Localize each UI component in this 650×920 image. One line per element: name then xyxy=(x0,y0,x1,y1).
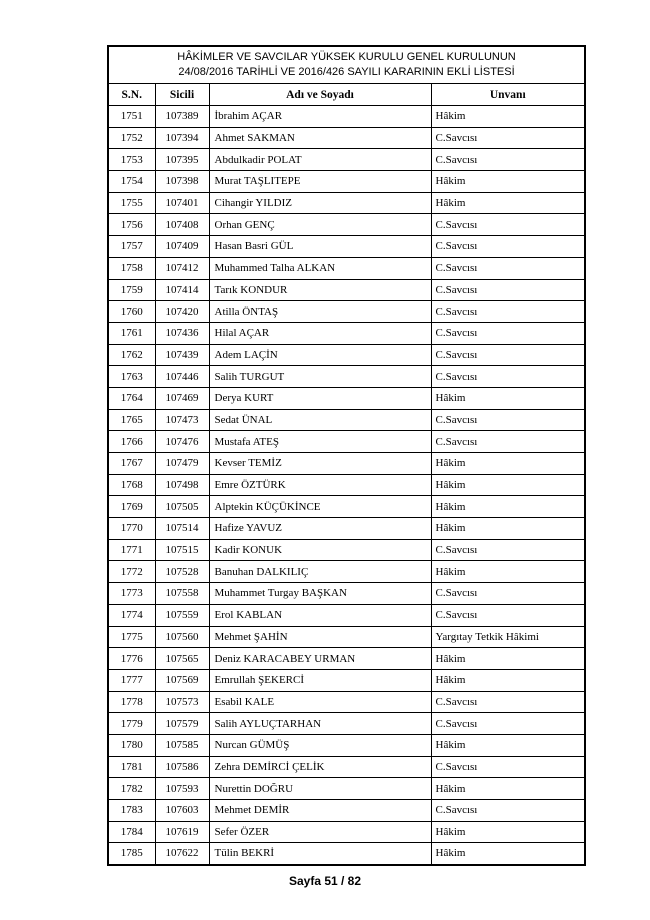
document-title-line2: 24/08/2016 TARİHLİ VE 2016/426 SAYILI KARARININ EKLİ LİSTESİ xyxy=(178,66,515,78)
table-row xyxy=(108,626,585,648)
unvan-cell: Hâkim xyxy=(431,778,585,800)
table-row xyxy=(108,106,585,128)
unvan-cell: Hâkim xyxy=(431,387,585,409)
table-row xyxy=(108,453,585,475)
unvan-cell: C.Savcısı xyxy=(431,756,585,778)
unvan-cell: C.Savcısı xyxy=(431,214,585,236)
name-cell: Salih TURGUT xyxy=(209,366,431,388)
name-cell: Nurcan GÜMÜŞ xyxy=(209,734,431,756)
unvan-cell: C.Savcısı xyxy=(431,539,585,561)
unvan-cell: C.Savcısı xyxy=(431,409,585,431)
unvan-cell: C.Savcısı xyxy=(431,431,585,453)
name-cell: Hilal AÇAR xyxy=(209,322,431,344)
name-cell: Alptekin KÜÇÜKİNCE xyxy=(209,496,431,518)
table-row xyxy=(108,149,585,171)
sn-cell: 1751 xyxy=(108,106,155,128)
sn-cell: 1772 xyxy=(108,561,155,583)
table-body xyxy=(108,106,585,865)
sn-cell: 1777 xyxy=(108,669,155,691)
sicili-cell: 107389 xyxy=(155,106,209,128)
sicili-cell: 107622 xyxy=(155,843,209,865)
sicili-cell: 107414 xyxy=(155,279,209,301)
column-header-sn: S.N. xyxy=(108,84,155,106)
name-cell: Adem LAÇİN xyxy=(209,344,431,366)
sicili-cell: 107579 xyxy=(155,713,209,735)
unvan-cell: C.Savcısı xyxy=(431,149,585,171)
name-cell: Mehmet ŞAHİN xyxy=(209,626,431,648)
column-header-sicili: Sicili xyxy=(155,84,209,106)
name-cell: Mehmet DEMİR xyxy=(209,800,431,822)
table-row xyxy=(108,387,585,409)
table-row xyxy=(108,409,585,431)
unvan-cell: Hâkim xyxy=(431,821,585,843)
name-cell: Deniz KARACABEY URMAN xyxy=(209,648,431,670)
sn-cell: 1754 xyxy=(108,171,155,193)
unvan-cell: C.Savcısı xyxy=(431,800,585,822)
unvan-cell: Yargıtay Tetkik Hâkimi xyxy=(431,626,585,648)
unvan-cell: C.Savcısı xyxy=(431,322,585,344)
name-cell: Abdulkadir POLAT xyxy=(209,149,431,171)
name-cell: Salih AYLUÇTARHAN xyxy=(209,713,431,735)
sicili-cell: 107560 xyxy=(155,626,209,648)
name-cell: Sefer ÖZER xyxy=(209,821,431,843)
table-row xyxy=(108,496,585,518)
sicili-cell: 107398 xyxy=(155,171,209,193)
table-row xyxy=(108,431,585,453)
sn-cell: 1758 xyxy=(108,257,155,279)
unvan-cell: C.Savcısı xyxy=(431,366,585,388)
sn-cell: 1764 xyxy=(108,387,155,409)
name-cell: Kevser TEMİZ xyxy=(209,453,431,475)
sn-cell: 1756 xyxy=(108,214,155,236)
name-cell: Erol KABLAN xyxy=(209,604,431,626)
sicili-cell: 107473 xyxy=(155,409,209,431)
table-row xyxy=(108,669,585,691)
table-header-row xyxy=(108,84,585,106)
sn-cell: 1768 xyxy=(108,474,155,496)
sicili-cell: 107528 xyxy=(155,561,209,583)
unvan-cell: C.Savcısı xyxy=(431,257,585,279)
sicili-cell: 107593 xyxy=(155,778,209,800)
table-row xyxy=(108,127,585,149)
unvan-cell: C.Savcısı xyxy=(431,279,585,301)
sn-cell: 1783 xyxy=(108,800,155,822)
name-cell: Emre ÖZTÜRK xyxy=(209,474,431,496)
name-cell: Emrullah ŞEKERCİ xyxy=(209,669,431,691)
name-cell: Muhammet Turgay BAŞKAN xyxy=(209,583,431,605)
sicili-cell: 107619 xyxy=(155,821,209,843)
sicili-cell: 107469 xyxy=(155,387,209,409)
sicili-cell: 107409 xyxy=(155,236,209,258)
name-cell: Tarık KONDUR xyxy=(209,279,431,301)
column-header-name: Adı ve Soyadı xyxy=(209,84,431,106)
name-cell: Banuhan DALKILIÇ xyxy=(209,561,431,583)
name-cell: Sedat ÜNAL xyxy=(209,409,431,431)
sicili-cell: 107559 xyxy=(155,604,209,626)
name-cell: İbrahim AÇAR xyxy=(209,106,431,128)
table-row xyxy=(108,604,585,626)
unvan-cell: Hâkim xyxy=(431,496,585,518)
sn-cell: 1776 xyxy=(108,648,155,670)
table-row xyxy=(108,322,585,344)
sicili-cell: 107585 xyxy=(155,734,209,756)
sicili-cell: 107498 xyxy=(155,474,209,496)
sn-cell: 1767 xyxy=(108,453,155,475)
sicili-cell: 107408 xyxy=(155,214,209,236)
sn-cell: 1757 xyxy=(108,236,155,258)
unvan-cell: Hâkim xyxy=(431,843,585,865)
table-row xyxy=(108,821,585,843)
name-cell: Nurettin DOĞRU xyxy=(209,778,431,800)
table-row xyxy=(108,366,585,388)
sicili-cell: 107395 xyxy=(155,149,209,171)
name-cell: Kadir KONUK xyxy=(209,539,431,561)
table-row xyxy=(108,691,585,713)
table-row xyxy=(108,344,585,366)
table-row xyxy=(108,800,585,822)
unvan-cell: Hâkim xyxy=(431,561,585,583)
name-cell: Esabil KALE xyxy=(209,691,431,713)
sn-cell: 1752 xyxy=(108,127,155,149)
sn-cell: 1769 xyxy=(108,496,155,518)
unvan-cell: C.Savcısı xyxy=(431,301,585,323)
name-cell: Orhan GENÇ xyxy=(209,214,431,236)
sn-cell: 1782 xyxy=(108,778,155,800)
unvan-cell: C.Savcısı xyxy=(431,127,585,149)
table-row xyxy=(108,561,585,583)
sicili-cell: 107412 xyxy=(155,257,209,279)
unvan-cell: Hâkim xyxy=(431,474,585,496)
table-row xyxy=(108,257,585,279)
unvan-cell: Hâkim xyxy=(431,669,585,691)
sicili-cell: 107420 xyxy=(155,301,209,323)
column-header-unvan: Unvanı xyxy=(431,84,585,106)
sicili-cell: 107446 xyxy=(155,366,209,388)
name-cell: Derya KURT xyxy=(209,387,431,409)
document-title-line1: HÂKİMLER VE SAVCILAR YÜKSEK KURULU GENEL KURULUNUN xyxy=(177,51,516,63)
unvan-cell: C.Savcısı xyxy=(431,344,585,366)
sn-cell: 1781 xyxy=(108,756,155,778)
sicili-cell: 107505 xyxy=(155,496,209,518)
sicili-cell: 107558 xyxy=(155,583,209,605)
sn-cell: 1755 xyxy=(108,192,155,214)
sn-cell: 1770 xyxy=(108,518,155,540)
sicili-cell: 107573 xyxy=(155,691,209,713)
unvan-cell: C.Savcısı xyxy=(431,691,585,713)
sn-cell: 1765 xyxy=(108,409,155,431)
sn-cell: 1763 xyxy=(108,366,155,388)
sicili-cell: 107401 xyxy=(155,192,209,214)
sicili-cell: 107479 xyxy=(155,453,209,475)
sn-cell: 1760 xyxy=(108,301,155,323)
unvan-cell: C.Savcısı xyxy=(431,583,585,605)
sicili-cell: 107569 xyxy=(155,669,209,691)
sn-cell: 1774 xyxy=(108,604,155,626)
name-cell: Zehra DEMİRCİ ÇELİK xyxy=(209,756,431,778)
table-row xyxy=(108,214,585,236)
sn-cell: 1761 xyxy=(108,322,155,344)
unvan-cell: Hâkim xyxy=(431,453,585,475)
table-row xyxy=(108,713,585,735)
sicili-cell: 107394 xyxy=(155,127,209,149)
sn-cell: 1775 xyxy=(108,626,155,648)
sn-cell: 1779 xyxy=(108,713,155,735)
table-row xyxy=(108,171,585,193)
table-row xyxy=(108,843,585,865)
unvan-cell: Hâkim xyxy=(431,518,585,540)
sn-cell: 1762 xyxy=(108,344,155,366)
unvan-cell: Hâkim xyxy=(431,734,585,756)
page-number-footer: Sayfa 51 / 82 xyxy=(288,874,362,888)
table-row xyxy=(108,518,585,540)
table-row xyxy=(108,301,585,323)
name-cell: Mustafa ATEŞ xyxy=(209,431,431,453)
sicili-cell: 107586 xyxy=(155,756,209,778)
sn-cell: 1766 xyxy=(108,431,155,453)
unvan-cell: C.Savcısı xyxy=(431,713,585,735)
name-cell: Murat TAŞLITEPE xyxy=(209,171,431,193)
table-row xyxy=(108,583,585,605)
unvan-cell: Hâkim xyxy=(431,171,585,193)
sicili-cell: 107514 xyxy=(155,518,209,540)
table-row xyxy=(108,279,585,301)
sicili-cell: 107515 xyxy=(155,539,209,561)
table-row xyxy=(108,648,585,670)
document-title xyxy=(108,46,585,84)
name-cell: Muhammed Talha ALKAN xyxy=(209,257,431,279)
name-cell: Atilla ÖNTAŞ xyxy=(209,301,431,323)
table-row xyxy=(108,236,585,258)
sicili-cell: 107439 xyxy=(155,344,209,366)
sicili-cell: 107436 xyxy=(155,322,209,344)
sicili-cell: 107603 xyxy=(155,800,209,822)
sn-cell: 1778 xyxy=(108,691,155,713)
table-row xyxy=(108,734,585,756)
sicili-cell: 107565 xyxy=(155,648,209,670)
unvan-cell: Hâkim xyxy=(431,192,585,214)
table-title-row xyxy=(108,46,585,84)
table-row xyxy=(108,539,585,561)
name-cell: Cihangir YILDIZ xyxy=(209,192,431,214)
name-cell: Tülin BEKRİ xyxy=(209,843,431,865)
name-cell: Hasan Basri GÜL xyxy=(209,236,431,258)
sn-cell: 1753 xyxy=(108,149,155,171)
officials-table xyxy=(107,45,586,866)
unvan-cell: Hâkim xyxy=(431,648,585,670)
table-row xyxy=(108,474,585,496)
sn-cell: 1785 xyxy=(108,843,155,865)
table-row xyxy=(108,192,585,214)
name-cell: Hafize YAVUZ xyxy=(209,518,431,540)
sn-cell: 1780 xyxy=(108,734,155,756)
sn-cell: 1773 xyxy=(108,583,155,605)
sn-cell: 1771 xyxy=(108,539,155,561)
unvan-cell: Hâkim xyxy=(431,106,585,128)
sn-cell: 1759 xyxy=(108,279,155,301)
unvan-cell: C.Savcısı xyxy=(431,236,585,258)
unvan-cell: C.Savcısı xyxy=(431,604,585,626)
name-cell: Ahmet SAKMAN xyxy=(209,127,431,149)
table-row xyxy=(108,756,585,778)
table-row xyxy=(108,778,585,800)
sicili-cell: 107476 xyxy=(155,431,209,453)
sn-cell: 1784 xyxy=(108,821,155,843)
